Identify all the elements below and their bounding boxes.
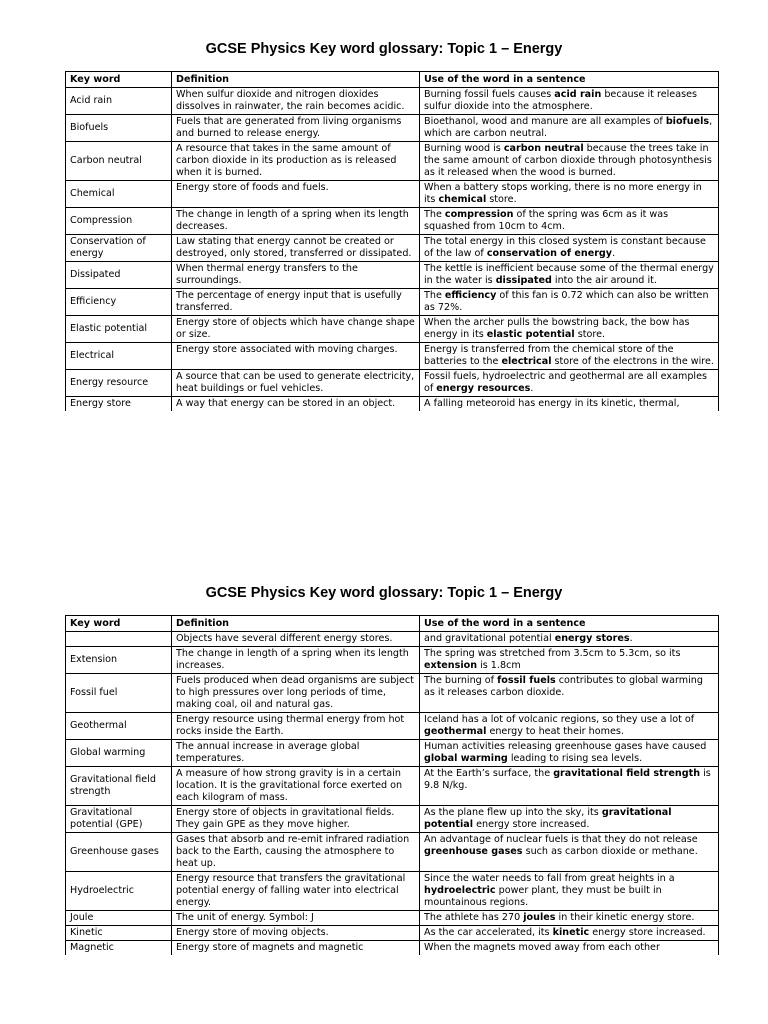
key-term: compression <box>444 209 514 220</box>
key-word-cell: Electrical <box>66 343 172 370</box>
sentence-text: The athlete has 270 <box>424 912 524 923</box>
key-word-cell: Geothermal <box>66 713 172 740</box>
sentence-text: , which are carbon neutral. <box>424 116 713 139</box>
sentence-text: energy store increased. <box>589 927 706 938</box>
key-word-cell: Fossil fuel <box>66 674 172 713</box>
key-word-cell: Kinetic <box>66 926 172 941</box>
key-word-cell: Chemical <box>66 181 172 208</box>
definition-cell: Energy store of magnets and magnetic <box>172 941 420 956</box>
table-row <box>66 88 719 115</box>
sentence-text: Burning fossil fuels causes <box>424 89 555 100</box>
sentence-cell <box>420 235 719 262</box>
key-term: carbon neutral <box>503 143 584 154</box>
key-term: fossil fuels <box>497 675 556 686</box>
key-term: greenhouse gases <box>424 846 523 857</box>
table-row <box>66 208 719 235</box>
sentence-text: energy to heat their homes. <box>486 726 624 737</box>
table-row <box>66 674 719 713</box>
table-row <box>66 806 719 833</box>
key-word-cell: Acid rain <box>66 88 172 115</box>
definition-cell: A resource that takes in the same amount of carbon dioxide in its production as is released when it is burned. <box>172 142 420 181</box>
sentence-cell <box>420 181 719 208</box>
sentence-text: into the air around it. <box>551 275 657 286</box>
sentence-text: contributes to global warming as it releases carbon dioxide. <box>424 675 703 698</box>
definition-cell: The annual increase in average global temperatures. <box>172 740 420 767</box>
sentence-text: The <box>424 209 445 220</box>
key-word-cell <box>66 632 172 647</box>
sentence-text: . <box>629 633 633 644</box>
table-row <box>66 115 719 142</box>
key-term: biofuels <box>665 116 710 127</box>
sentence-cell <box>420 767 719 806</box>
key-word-cell: Conservation of energy <box>66 235 172 262</box>
table-row <box>66 872 719 911</box>
sentence-text: The kettle is inefficient because some of the thermal energy in the water is <box>424 263 714 286</box>
key-word-cell: Energy resource <box>66 370 172 397</box>
key-term: global warming <box>424 753 508 764</box>
sentence-text: Energy is transferred from the chemical store of the batteries to the <box>424 344 674 367</box>
definition-cell: The unit of energy. Symbol: J <box>172 911 420 926</box>
page-title: GCSE Physics Key word glossary: Topic 1 – Energy <box>205 585 563 601</box>
sentence-text: such as carbon dioxide or methane. <box>522 846 698 857</box>
key-word-cell: Efficiency <box>66 289 172 316</box>
sentence-text: store of the electrons in the wire. <box>551 356 714 367</box>
table-row <box>66 713 719 740</box>
sentence-text: Iceland has a lot of volcanic regions, so they use a lot of <box>424 714 695 725</box>
sentence-cell <box>420 647 719 674</box>
table-row <box>66 632 719 647</box>
definition-cell: Energy resource that transfers the gravitational potential energy of falling water into electrical energy. <box>172 872 420 911</box>
definition-cell: Fuels that are generated from living organisms and burned to release energy. <box>172 115 420 142</box>
glossary-body <box>66 88 719 412</box>
definition-cell: Gases that absorb and re-emit infrared radiation back to the Earth, causing the atmosphere to heat up. <box>172 833 420 872</box>
table-row <box>66 647 719 674</box>
sentence-cell <box>420 397 719 412</box>
sentence-cell <box>420 316 719 343</box>
sentence-text: The <box>424 290 445 301</box>
key-word-cell: Energy store <box>66 397 172 412</box>
key-word-cell: Magnetic <box>66 941 172 956</box>
key-term: conservation of energy <box>486 248 613 259</box>
table-row <box>66 370 719 397</box>
key-word-cell: Hydroelectric <box>66 872 172 911</box>
definition-cell: When sulfur dioxide and nitrogen dioxides dissolves in rainwater, the rain becomes acidic. <box>172 88 420 115</box>
key-word-cell: Dissipated <box>66 262 172 289</box>
sentence-text: Fossil fuels, hydroelectric and geothermal are all examples of <box>424 371 707 394</box>
sentence-cell <box>420 872 719 911</box>
sentence-text: of this fan is 0.72 which can also be written as 72%. <box>424 290 709 313</box>
glossary-table <box>65 615 719 955</box>
key-term: geothermal <box>424 726 487 737</box>
sentence-cell <box>420 142 719 181</box>
table-header-row <box>66 72 719 88</box>
key-word-cell: Compression <box>66 208 172 235</box>
sentence-cell <box>420 289 719 316</box>
definition-cell: A way that energy can be stored in an object. <box>172 397 420 412</box>
sentence-cell <box>420 926 719 941</box>
table-row <box>66 343 719 370</box>
sentence-cell <box>420 115 719 142</box>
definition-cell: Law stating that energy cannot be created or destroyed, only stored, transferred or dissipated. <box>172 235 420 262</box>
sentence-text: When the magnets moved away from each other <box>424 942 660 953</box>
key-term: gravitational field strength <box>553 768 701 779</box>
table-row <box>66 181 719 208</box>
sentence-text: is 9.8 N/kg. <box>424 768 711 791</box>
key-term: energy resources <box>436 383 531 394</box>
sentence-text: leading to rising sea levels. <box>507 753 643 764</box>
sentence-cell <box>420 941 719 956</box>
definition-cell: The percentage of energy input that is usefully transferred. <box>172 289 420 316</box>
sentence-cell <box>420 713 719 740</box>
table-row <box>66 740 719 767</box>
key-term: kinetic <box>552 927 590 938</box>
definition-cell: Objects have several different energy stores. <box>172 632 420 647</box>
page-title: GCSE Physics Key word glossary: Topic 1 – Energy <box>205 41 563 57</box>
sentence-text: . <box>530 383 534 394</box>
header-definition: Definition <box>172 616 420 632</box>
sentence-cell <box>420 632 719 647</box>
definition-cell: A measure of how strong gravity is in a certain location. It is the gravitational force exerted on each kilogram of mass. <box>172 767 420 806</box>
sentence-cell <box>420 88 719 115</box>
key-term: dissipated <box>495 275 552 286</box>
sentence-text: is 1.8cm <box>477 660 521 671</box>
sentence-cell <box>420 208 719 235</box>
sentence-cell <box>420 806 719 833</box>
sentence-text: Since the water needs to fall from great heights in a <box>424 873 675 884</box>
table-row <box>66 941 719 956</box>
sentence-text: because it releases sulfur dioxide into the atmosphere. <box>424 89 697 112</box>
table-row <box>66 289 719 316</box>
table-row <box>66 911 719 926</box>
glossary-table <box>65 71 719 411</box>
sentence-text: At the Earth’s surface, the <box>424 768 554 779</box>
key-term: electrical <box>501 356 552 367</box>
sentence-text: power plant, they must be built in mountainous regions. <box>424 885 662 908</box>
key-word-cell: Gravitational potential (GPE) <box>66 806 172 833</box>
definition-cell: The change in length of a spring when its length increases. <box>172 647 420 674</box>
sentence-text: in their kinetic energy store. <box>555 912 695 923</box>
key-term: extension <box>424 660 478 671</box>
sentence-text: store. <box>486 194 517 205</box>
table-row <box>66 142 719 181</box>
glossary-body <box>66 632 719 956</box>
key-word-cell: Elastic potential <box>66 316 172 343</box>
definition-cell: Energy store of objects which have change shape or size. <box>172 316 420 343</box>
definition-cell: Energy store associated with moving charges. <box>172 343 420 370</box>
sentence-text: The total energy in this closed system is constant because of the law of <box>424 236 706 259</box>
key-term: hydroelectric <box>424 885 496 896</box>
definition-cell: When thermal energy transfers to the surroundings. <box>172 262 420 289</box>
key-word-cell: Biofuels <box>66 115 172 142</box>
header-definition: Definition <box>172 72 420 88</box>
sentence-text: . <box>612 248 616 259</box>
definition-cell: Energy resource using thermal energy from hot rocks inside the Earth. <box>172 713 420 740</box>
sentence-text: As the car accelerated, its <box>424 927 553 938</box>
key-word-cell: Extension <box>66 647 172 674</box>
sentence-text: Human activities releasing greenhouse gases have caused <box>424 741 707 752</box>
key-word-cell: Gravitational field strength <box>66 767 172 806</box>
table-row <box>66 926 719 941</box>
sentence-text: Burning wood is <box>424 143 504 154</box>
sentence-text: because the trees take in the same amount of carbon dioxide through photosynthesis as it released when the wood is burned. <box>424 143 712 178</box>
table-row <box>66 397 719 412</box>
key-term: elastic potential <box>486 329 575 340</box>
table-row <box>66 235 719 262</box>
sentence-text: Bioethanol, wood and manure are all examples of <box>424 116 666 127</box>
sentence-cell <box>420 262 719 289</box>
definition-cell: Energy store of foods and fuels. <box>172 181 420 208</box>
sentence-text: As the plane flew up into the sky, its <box>424 807 602 818</box>
sentence-text: When a battery stops working, there is no more energy in its <box>424 182 702 205</box>
sentence-text: When the archer pulls the bowstring back, the bow has energy in its <box>424 317 690 340</box>
key-word-cell: Joule <box>66 911 172 926</box>
definition-cell: The change in length of a spring when its length decreases. <box>172 208 420 235</box>
table-header-row <box>66 616 719 632</box>
sentence-text: The burning of <box>424 675 498 686</box>
sentence-cell <box>420 674 719 713</box>
sentence-cell <box>420 740 719 767</box>
sentence-text: of the spring was 6cm as it was squashed from 10cm to 4cm. <box>424 209 669 232</box>
table-row <box>66 767 719 806</box>
sentence-text: energy store increased. <box>473 819 590 830</box>
sentence-text: and gravitational potential <box>424 633 555 644</box>
sentence-cell <box>420 370 719 397</box>
sentence-cell <box>420 343 719 370</box>
table-row <box>66 262 719 289</box>
sentence-text: A falling meteoroid has energy in its kinetic, thermal, <box>424 398 680 409</box>
key-term: gravitational potential <box>424 807 672 830</box>
sentence-cell <box>420 833 719 872</box>
header-key-word: Key word <box>66 616 172 632</box>
definition-cell: Energy store of moving objects. <box>172 926 420 941</box>
table-row <box>66 316 719 343</box>
key-word-cell: Greenhouse gases <box>66 833 172 872</box>
sentence-text: The spring was stretched from 3.5cm to 5.3cm, so its <box>424 648 681 659</box>
header-sentence: Use of the word in a sentence <box>420 616 719 632</box>
key-term: joules <box>523 912 556 923</box>
sentence-cell <box>420 911 719 926</box>
sentence-text: store. <box>574 329 606 340</box>
sentence-text: An advantage of nuclear fuels is that they do not release <box>424 834 698 845</box>
table-row <box>66 833 719 872</box>
key-term: chemical <box>438 194 487 205</box>
key-term: efficiency <box>444 290 497 301</box>
key-word-cell: Carbon neutral <box>66 142 172 181</box>
definition-cell: A source that can be used to generate electricity, heat buildings or fuel vehicles. <box>172 370 420 397</box>
header-sentence: Use of the word in a sentence <box>420 72 719 88</box>
key-word-cell: Global warming <box>66 740 172 767</box>
definition-cell: Fuels produced when dead organisms are subject to high pressures over long periods of time, making coal, oil and natural gas. <box>172 674 420 713</box>
key-term: energy stores <box>554 633 630 644</box>
definition-cell: Energy store of objects in gravitational fields. They gain GPE as they move higher. <box>172 806 420 833</box>
header-key-word: Key word <box>66 72 172 88</box>
key-term: acid rain <box>554 89 602 100</box>
